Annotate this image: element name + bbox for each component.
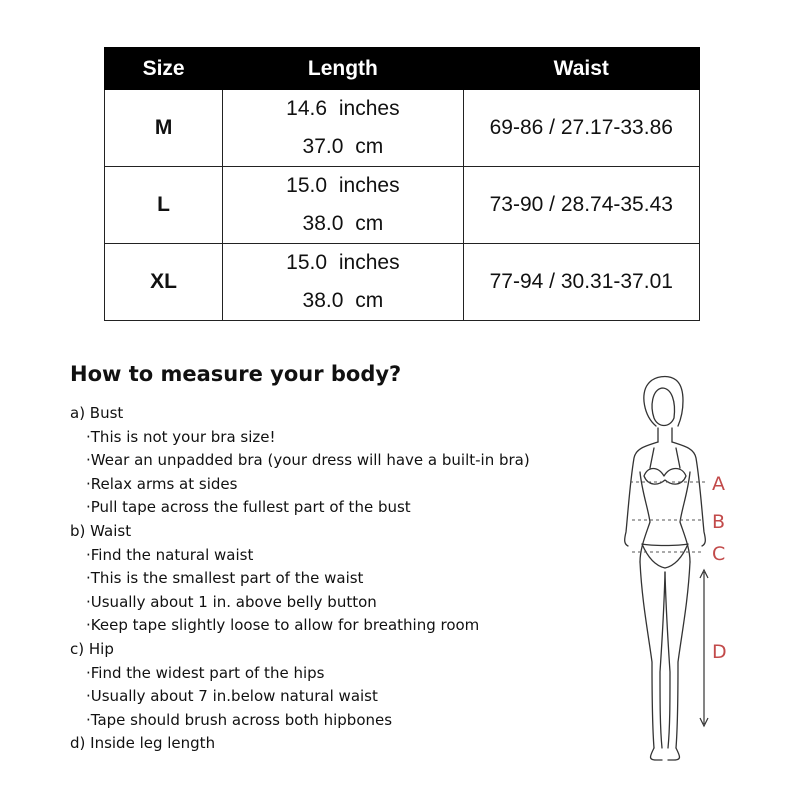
step-tip: ·Find the natural waist [86, 545, 254, 564]
step-tip: ·Pull tape across the fullest part of the bust [86, 498, 411, 517]
waist-value: 73-90 / 28.74-35.43 [463, 167, 699, 244]
figure-labels [712, 473, 727, 663]
header-length: Length [223, 48, 463, 90]
length-cm: 38.0 cm [302, 212, 384, 235]
step-tip: ·Usually about 7 in.below natural waist [86, 687, 378, 706]
size-chart-table [104, 47, 700, 321]
header-waist: Waist [463, 48, 699, 90]
length-cell [223, 90, 463, 167]
waist-value: 77-94 / 30.31-37.01 [463, 244, 699, 321]
figure-outline [625, 377, 706, 760]
step-heading: a) Bust [70, 404, 124, 422]
size-value: L [105, 167, 223, 244]
length-inches: 15.0 inches [286, 251, 400, 274]
inside-leg-arrow [700, 570, 708, 726]
label-c: C [712, 543, 726, 565]
size-table-header-row [105, 48, 700, 90]
step-heading: c) Hip [70, 639, 114, 658]
size-value: M [105, 90, 223, 167]
step-hip [70, 638, 530, 732]
length-cell [223, 167, 463, 244]
step-tip: ·This is not your bra size! [86, 427, 276, 446]
length-inches: 15.0 inches [286, 174, 400, 197]
step-tip: ·This is the smallest part of the waist [86, 569, 364, 588]
length-inches: 14.6 inches [286, 97, 400, 120]
step-tip: ·Find the widest part of the hips [86, 663, 325, 682]
measure-title: How to measure your body? [70, 362, 402, 386]
length-cm: 38.0 cm [302, 289, 384, 312]
step-heading: b) Waist [70, 521, 132, 540]
step-tip: ·Wear an unpadded bra (your dress will have a built-in bra) [86, 451, 530, 470]
step-waist [70, 520, 530, 638]
waist-value: 69-86 / 27.17-33.86 [463, 90, 699, 167]
header-size: Size [105, 48, 223, 90]
table-row [105, 90, 700, 167]
step-tip: ·Tape should brush across both hipbones [86, 710, 393, 729]
length-cm: 37.0 cm [302, 135, 384, 158]
measurement-lines [630, 482, 706, 552]
step-heading: d) Inside leg length [70, 734, 216, 753]
step-bust [70, 402, 530, 520]
size-value: XL [105, 244, 223, 321]
measure-steps [70, 402, 530, 756]
step-tip: ·Relax arms at sides [86, 474, 238, 493]
body-measurement-figure [596, 372, 746, 772]
label-a: A [712, 473, 725, 495]
step-tip: ·Keep tape slightly loose to allow for breathing room [86, 616, 480, 635]
step-inside-leg [70, 732, 530, 756]
table-row [105, 167, 700, 244]
label-b: B [712, 511, 726, 533]
table-row [105, 244, 700, 321]
step-tip: ·Usually about 1 in. above belly button [86, 592, 377, 611]
label-d: D [712, 641, 727, 663]
length-cell [223, 244, 463, 321]
